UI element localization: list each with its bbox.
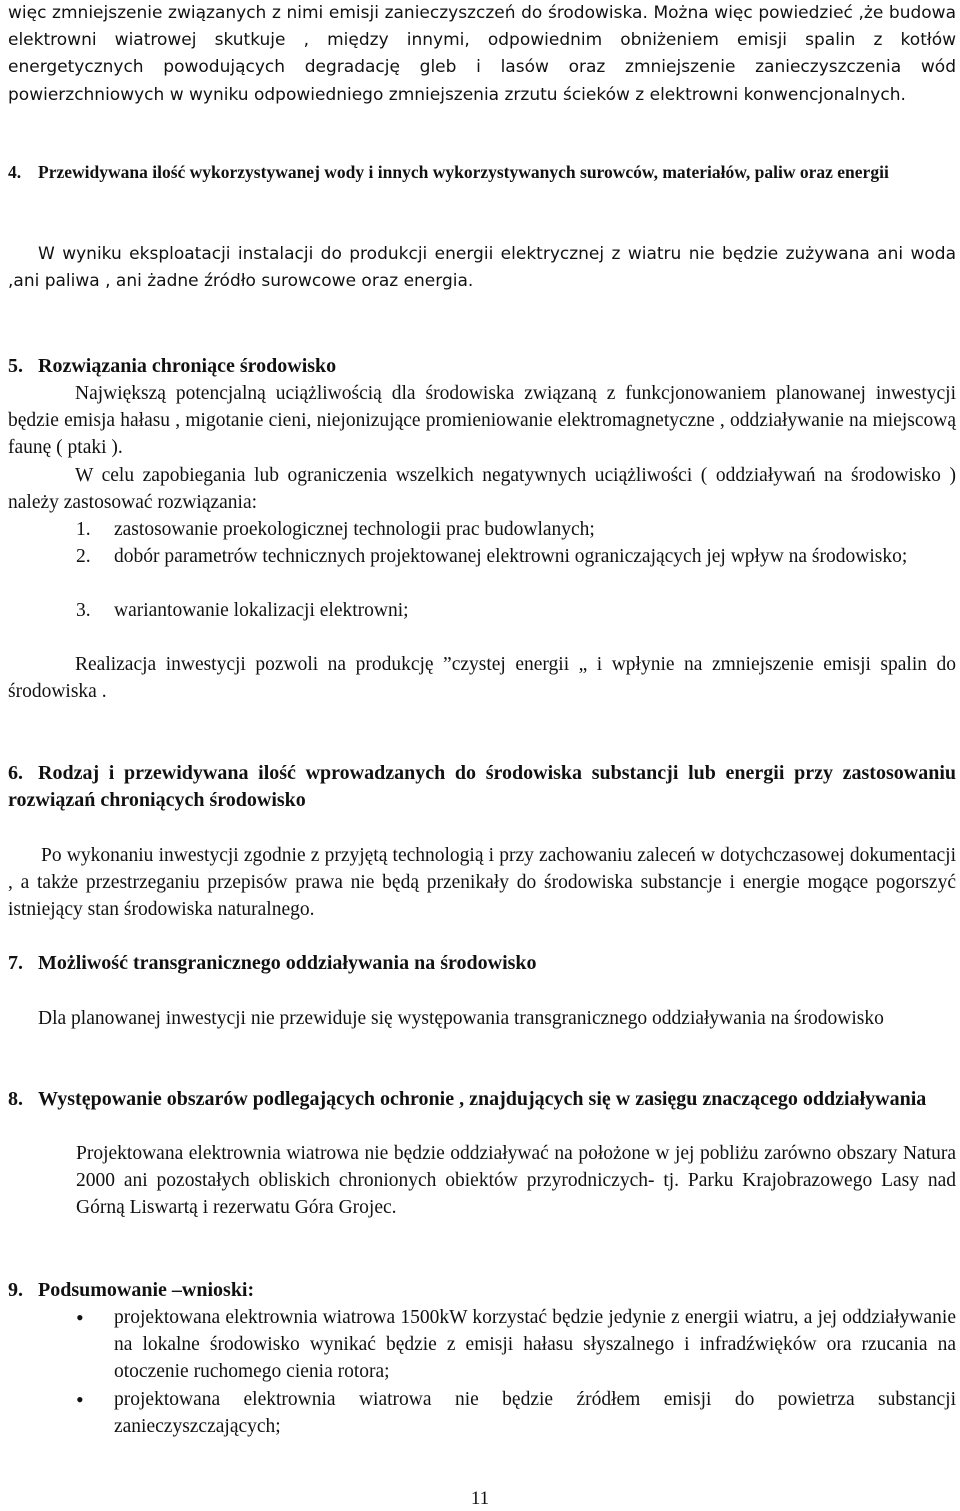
section-5-paragraph-2: W celu zapobiegania lub ograniczenia wszelkich negatywnych uciążliwości ( oddziaływań na środowisko ) należy zastosować rozwiązania:: [8, 465, 956, 514]
section-number: 4.: [8, 162, 22, 182]
list-item: 2. dobór parametrów technicznych projektowanej elektrowni ograniczających jej wpływ na środowisko;: [76, 546, 908, 567]
section-number: 7.: [8, 952, 23, 974]
section-number: 6.: [8, 762, 23, 784]
section-5-heading: [8, 353, 956, 380]
section-5-paragraph-1: Największą potencjalną uciążliwością dla środowiska związaną z funkcjonowaniem planowanej inwestycji będzie emisja hałasu , migotanie cieni, niejonizujące promieniowanie elektromagnetyczne , oddziaływanie na miejscową faunę ( ptaki ).: [8, 383, 956, 459]
section-6-heading: [8, 760, 956, 814]
section-7-body: Dla planowanej inwestycji nie przewiduje się występowania transgranicznego oddziaływania na środowisko: [38, 1008, 884, 1029]
intro-paragraph: więc zmniejszenie związanych z nimi emisji zanieczyszczeń do środowiska. Można więc powiedzieć ,że budowa elektrowni wiatrowej skutkuje , między innymi, odpowiednim obniżeniem emisji spalin z kotłów energetycznych powodujących degradację gleb i lasów oraz zmniejszenie zanieczyszczenia wód powierzchniowych w wyniku odpowiedniego zmniejszenia zrzutu ścieków z elektrowni konwencjonalnych.: [8, 3, 956, 105]
section-number: 5.: [8, 355, 23, 377]
section-9-heading: [8, 1277, 956, 1304]
bullet-item: • projektowana elektrownia wiatrowa 1500kW korzystać będzie jedynie z energii wiatru, a jej oddziaływanie na lokalne środowisko wynikać będzie z emisji hałasu słyszalnego i infradźwięków ora rzucania na otoczenie ruchomego cienia rotora;: [76, 1305, 956, 1383]
bullet-icon: •: [76, 1305, 84, 1330]
section-8-heading: [8, 1086, 956, 1113]
section-title: Podsumowanie –wnioski:: [38, 1279, 255, 1301]
section-title: Możliwość transgranicznego oddziaływania na środowisko: [38, 952, 537, 974]
section-5-paragraph-3: Realizacja inwestycji pozwoli na produkcję ”czystej energii „ i wpłynie na zmniejszenie emisji spalin do środowiska .: [8, 654, 956, 703]
list-item: 3. wariantowanie lokalizacji elektrowni;: [76, 600, 409, 621]
page-number: 11: [470, 1488, 490, 1509]
section-title: Rodzaj i przewidywana ilość wprowadzanych do środowiska substancji lub energii przy zastosowaniu rozwiązań chroniących środowisko: [8, 762, 956, 812]
section-title: Rozwiązania chroniące środowisko: [38, 355, 337, 377]
bullet-icon: •: [76, 1387, 84, 1412]
section-title: Występowanie obszarów podlegających ochronie , znajdujących się w zasięgu znaczącego oddziaływania: [38, 1088, 927, 1110]
section-7-heading: [8, 950, 956, 977]
bullet-item: • projektowana elektrownia wiatrowa nie będzie źródłem emisji do powietrza substancji zanieczyszczających;: [76, 1387, 956, 1438]
list-item: 1. zastosowanie proekologicznej technologii prac budowlanych;: [76, 519, 595, 540]
section-title: Przewidywana ilość wykorzystywanej wody i innych wykorzystywanych surowców, materiałów, paliw oraz energii: [38, 162, 889, 182]
section-4-body: W wyniku eksploatacji instalacji do produkcji energii elektrycznej z wiatru nie będzie zużywana ani woda ,ani paliwa , ani żadne źródło surowcowe oraz energia.: [8, 244, 956, 292]
section-6-body: Po wykonaniu inwestycji zgodnie z przyjętą technologią i przy zachowaniu zaleceń w dotychczasowej dokumentacji , a także przestrzeganiu przepisów prawa nie będą przenikały do środowiska substancje i energie mogące pogorszyć istniejący stan środowiska naturalnego.: [8, 845, 956, 921]
section-number: 8.: [8, 1088, 23, 1110]
section-4-heading: [8, 159, 956, 186]
section-number: 9.: [8, 1279, 23, 1301]
section-8-body: Projektowana elektrownia wiatrowa nie będzie oddziaływać na położone w jej pobliżu zarówno obszary Natura 2000 ani pozostałych obliskich chronionych obiektów przyrodniczych- tj. Parku Krajobrazowego Lasy nad Górną Liswartą i rezerwatu Góra Grojec.: [76, 1143, 956, 1219]
